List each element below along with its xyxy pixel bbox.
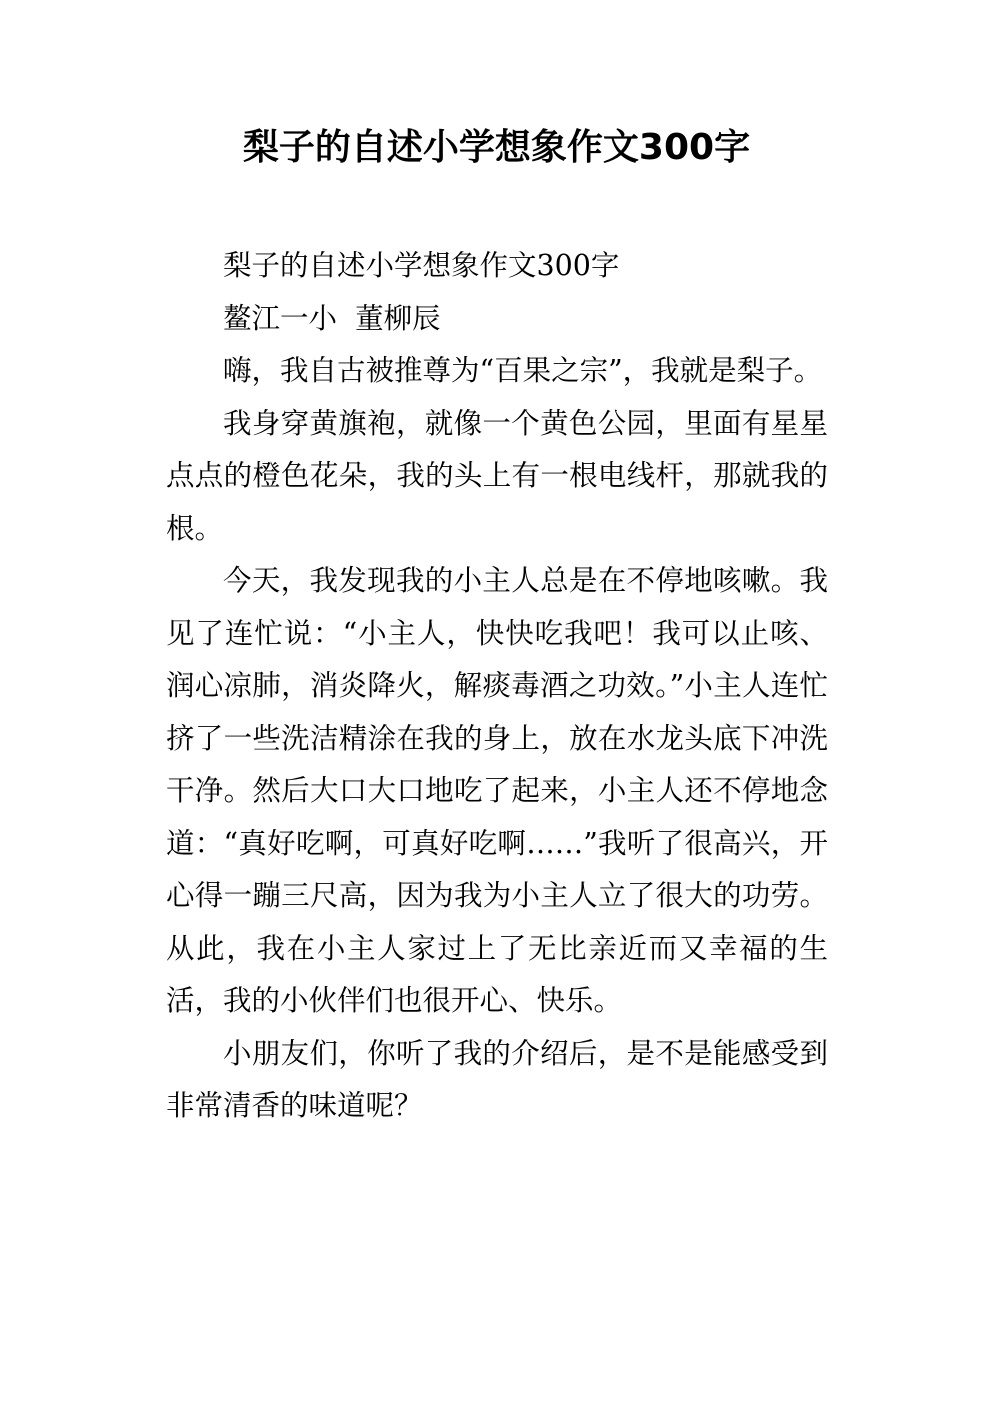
document-title: 梨子的自述小学想象作文300字 — [242, 127, 751, 168]
paragraph-story: 今天，我发现我的小主人总是在不停地咳嗽。我见了连忙说：“小主人，快快吃我吧！我可以止咳、润心凉肺，消炎降火，解痰毒酒之功效。”小主人连忙挤了一些洗洁精涂在我的身上，放在水龙头底下冲洗干净。然后大口大口地吃了起来，小主人还不停地念道：“真好吃啊，可真好吃啊……”我听了很高兴，开心得一蹦三尺高，因为我为小主人立了很大的功劳。从此，我在小主人家过上了无比亲近而又幸福的生活，我的小伙伴们也很开心、快乐。 — [166, 564, 828, 1017]
paragraph-intro: 嗨，我自古被推尊为“百果之宗”，我就是梨子。 — [223, 354, 823, 387]
document-body — [166, 240, 828, 1133]
paragraph-subtitle: 梨子的自述小学想象作文300字 — [223, 249, 620, 282]
paragraph-closing: 小朋友们，你听了我的介绍后，是不是能感受到非常清香的味道呢？ — [166, 1036, 828, 1122]
paragraph-appearance: 我身穿黄旗袍，就像一个黄色公园，里面有星星点点的橙色花朵，我的头上有一根电线杆，那就我的根。 — [166, 406, 828, 545]
paragraph-author: 鳌江一小 董柳辰 — [223, 301, 441, 335]
